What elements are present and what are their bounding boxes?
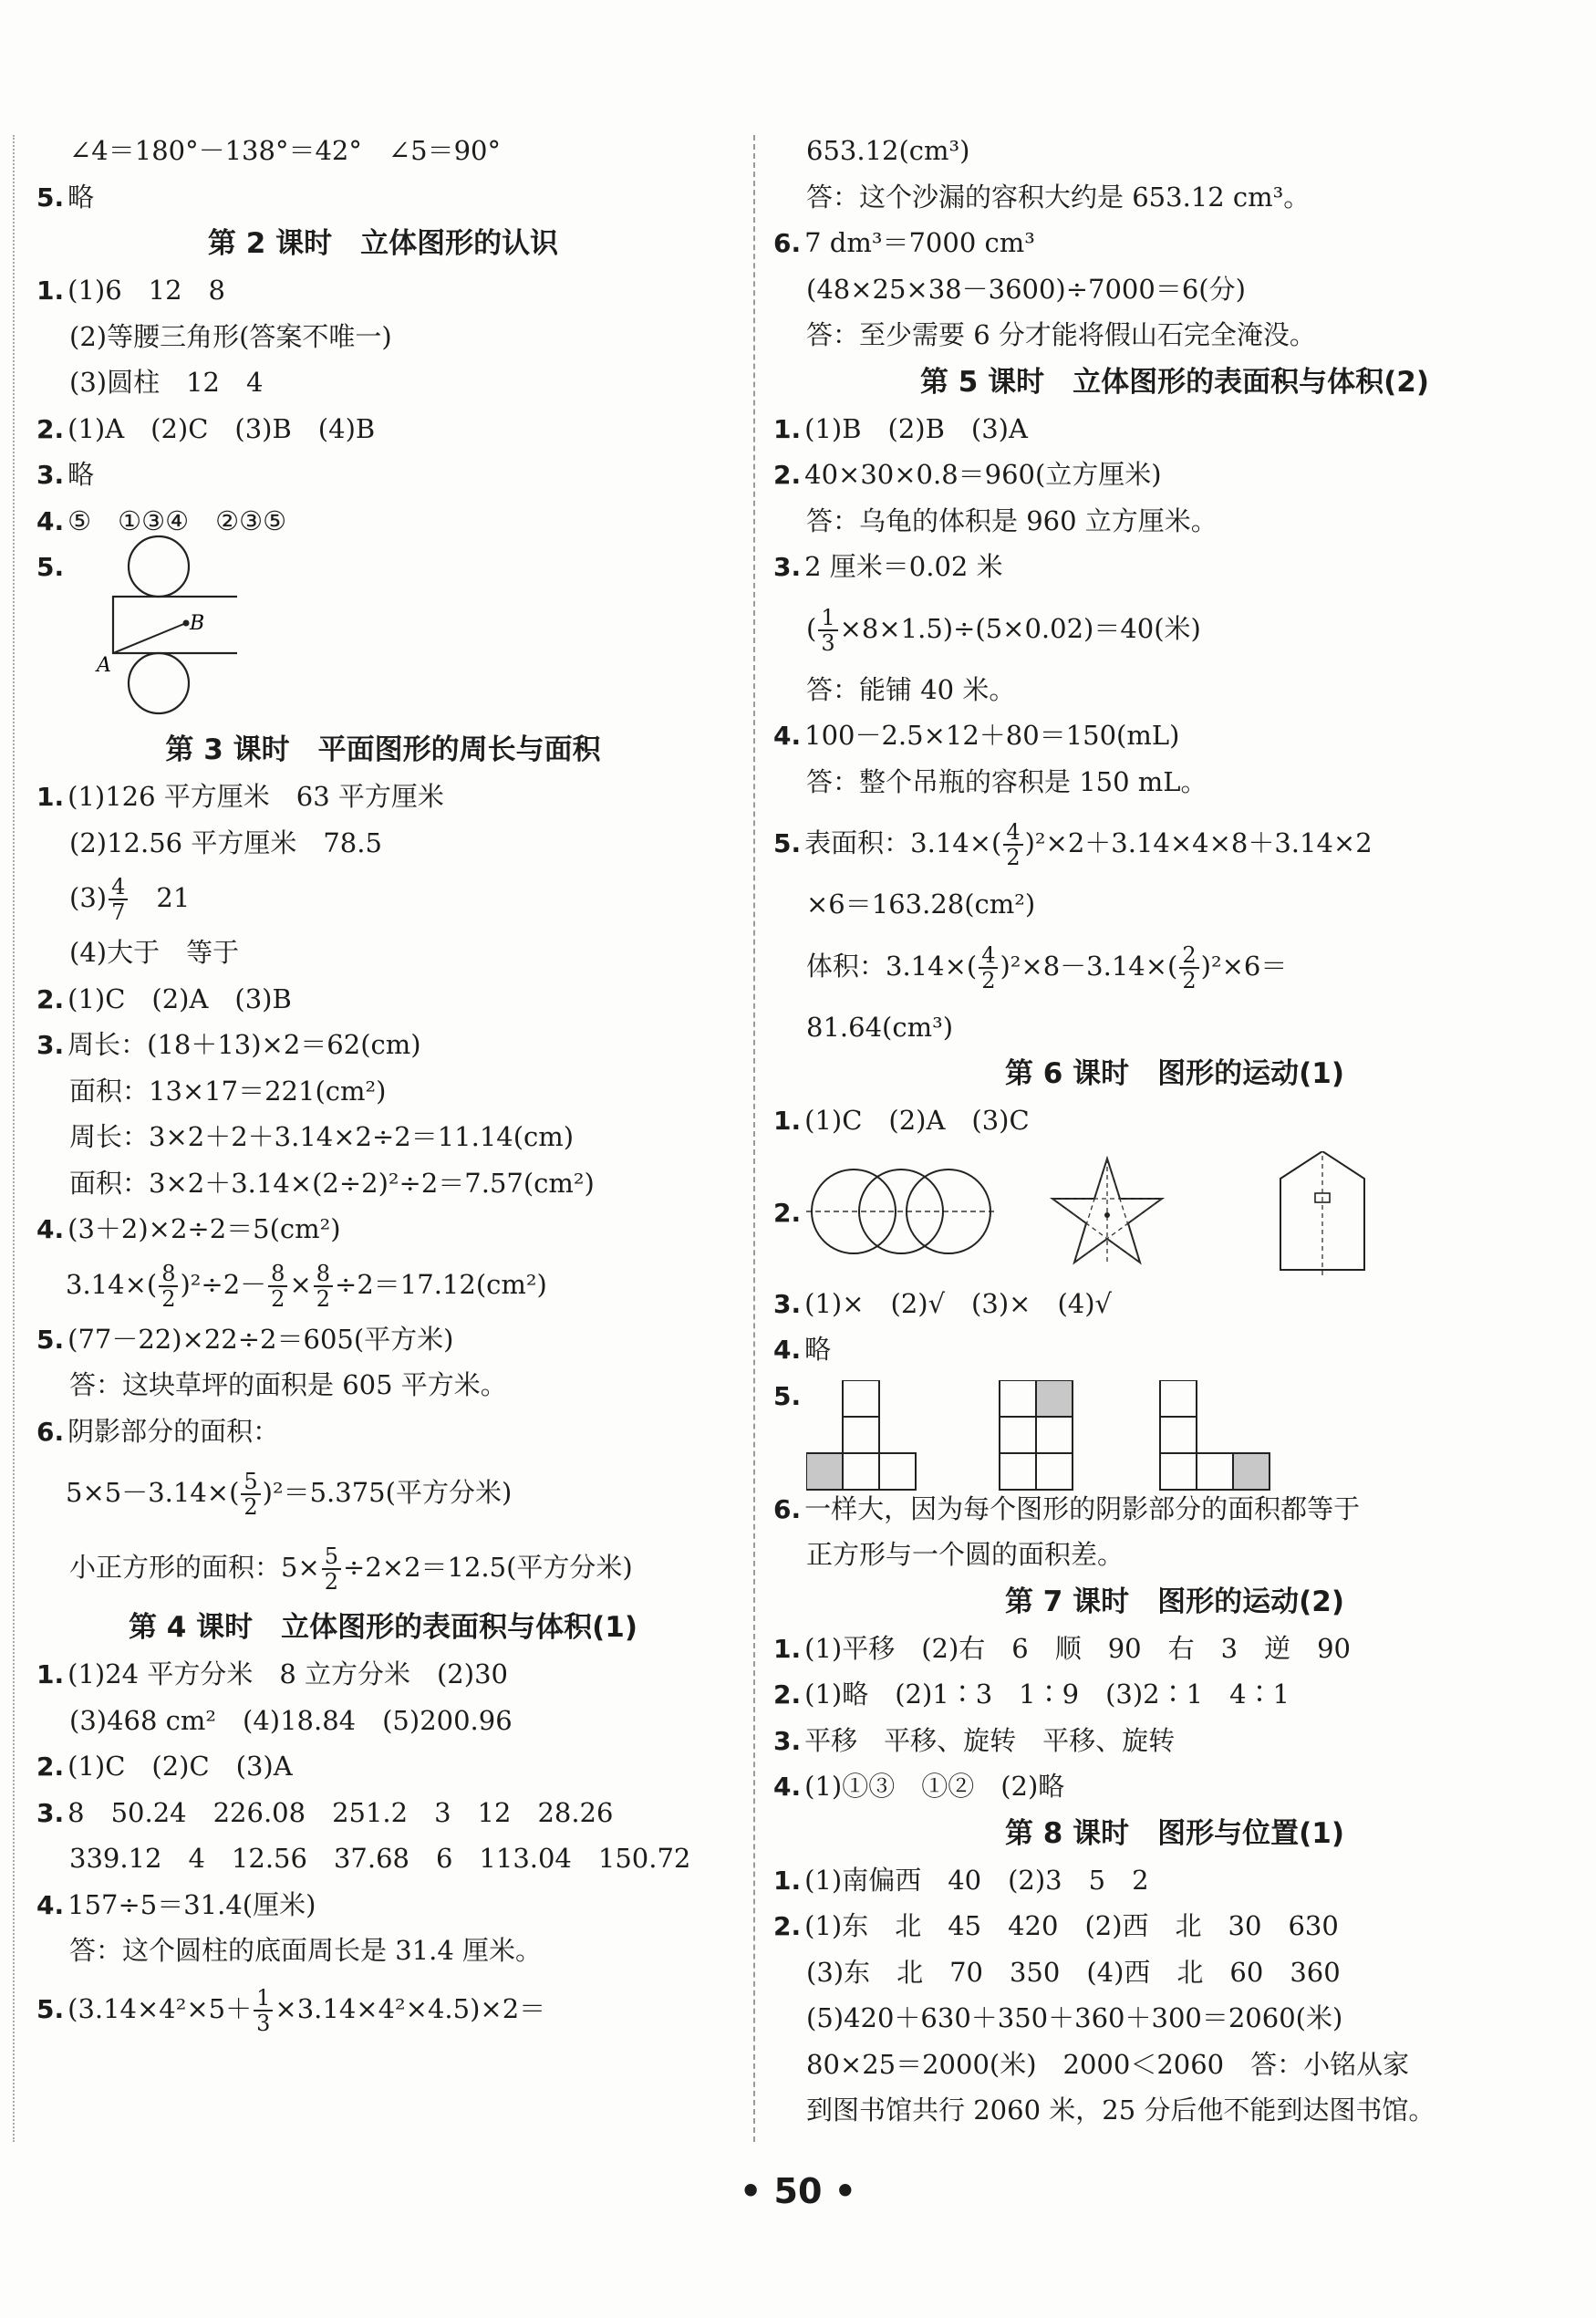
answer-line <box>773 544 1576 590</box>
answer-line <box>36 452 730 498</box>
section-heading: 第 7 课时 图形的运动(2) <box>1004 1585 1345 1618</box>
question-number: 3. <box>773 1288 802 1319</box>
answer-line <box>773 1326 1576 1373</box>
question-number: 4. <box>773 721 802 751</box>
answer-line: 3.14×( $\frac{8}{2}$ )²÷2－ $\frac{8}{2}$ × $\frac{8}{2}$ ÷2＝17.12(cm²) <box>66 1260 547 1312</box>
answer-text: (1)C (2)C (3)A <box>67 1751 293 1782</box>
answer-line-figure <box>773 1373 1576 1486</box>
question-number: 1. <box>773 1633 802 1664</box>
answer-text: 略 <box>804 1334 832 1365</box>
arrangement-3 <box>1160 1380 1270 1490</box>
answer-text: 略 <box>67 181 95 213</box>
question-number: 6. <box>36 1416 65 1447</box>
answer-line <box>36 1022 730 1068</box>
question-number: 5. <box>773 828 802 858</box>
answer-line: 5. (3.14×4²×5＋ $\frac{1}{3}$ ×3.14×4²×4.5)×2＝ <box>36 1984 546 2036</box>
question-number: 5. <box>36 182 65 213</box>
answer-line <box>773 1857 1576 1904</box>
answer-line <box>773 1671 1576 1718</box>
fraction: $\frac{4}{2}$ <box>1003 820 1022 869</box>
cylinder-net-figure <box>73 535 237 726</box>
question-number: 6. <box>773 228 802 258</box>
answer-line: 答：至少需要 6 分才能将假山石完全淹没。 <box>806 319 1316 350</box>
question-number: 6. <box>773 1493 802 1524</box>
answer-line: 5×5－3.14×( $\frac{5}{2}$ )²＝5.375(平方分米) <box>66 1469 513 1520</box>
right-column <box>773 128 1576 2134</box>
question-number: 4. <box>773 1335 802 1365</box>
section-heading: 第 8 课时 图形与位置(1) <box>1004 1816 1345 1850</box>
arrangement-1 <box>806 1380 916 1490</box>
answer-line: 答：整个吊瓶的容积是 150 mL。 <box>806 765 1207 797</box>
question-number: 3. <box>36 1030 65 1060</box>
question-number: 2. <box>773 460 802 490</box>
answer-line: (5)420＋630＋350＋360＋300＝2060(米) <box>806 2002 1343 2033</box>
answer-text: (1)C (2)A (3)C <box>804 1105 1030 1136</box>
question-number: 2. <box>773 1679 802 1710</box>
fraction: $\frac{8}{2}$ <box>159 1262 178 1311</box>
question-number: 2. <box>36 1751 65 1782</box>
answer-line: 81.64(cm³) <box>806 1011 954 1043</box>
answer-line: 答：这块草坪的面积是 605 平方米。 <box>69 1369 507 1400</box>
question-number: 2. <box>36 983 65 1014</box>
question-number: 1. <box>773 1865 802 1896</box>
fraction: $\frac{4}{7}$ <box>109 875 128 924</box>
answer-line <box>36 1743 730 1790</box>
answer-text: 周长：(18＋13)×2＝62(cm) <box>67 1029 421 1060</box>
section-heading: 第 3 课时 平面图形的周长与面积 <box>165 733 601 766</box>
bottom-circle <box>129 653 189 713</box>
top-circle <box>129 536 189 597</box>
fraction: $\frac{8}{2}$ <box>268 1262 287 1311</box>
answer-line: (3)东 北 70 350 (4)西 北 60 360 <box>806 1956 1341 1988</box>
column-divider <box>753 135 755 2142</box>
star-figure <box>1052 1159 1162 1263</box>
answer-text: 7 dm³＝7000 cm³ <box>804 227 1035 258</box>
answer-line <box>773 1718 1576 1764</box>
fraction: $\frac{1}{3}$ <box>254 1986 273 2035</box>
question-number: 3. <box>36 460 65 490</box>
answer-text: (1)A (2)C (3)B (4)B <box>67 412 376 444</box>
answer-line: 体积：3.14×( $\frac{4}{2}$ )²×8－3.14×( $\frac{2}{2}$ )²×6＝ <box>806 941 1288 993</box>
answer-text: (1)24 平方分米 8 立方分米 (2)30 <box>67 1658 508 1689</box>
answer-line <box>773 1486 1576 1533</box>
answer-line: 答：乌龟的体积是 960 立方厘米。 <box>806 504 1218 536</box>
answer-line <box>773 1281 1576 1327</box>
answer-text: (1)东 北 45 420 (2)西 北 30 630 <box>804 1910 1339 1941</box>
answer-text: ⑤ ①③④ ②③⑤ <box>67 504 287 536</box>
answer-line <box>36 1651 730 1698</box>
question-number: 4. <box>36 1214 65 1244</box>
answer-text: (1)× (2)√ (3)× (4)√ <box>804 1287 1112 1319</box>
question-number: 3. <box>773 1725 802 1756</box>
answer-line <box>36 1206 730 1253</box>
answer-text: 40×30×0.8＝960(立方厘米) <box>804 459 1162 490</box>
answer-text: (77－22)×22÷2＝605(平方米) <box>67 1323 454 1355</box>
section-heading: 第 6 课时 图形的运动(1) <box>1004 1057 1345 1090</box>
question-number: 5. <box>773 1380 802 1411</box>
question-number: 5. <box>36 552 65 582</box>
overlapping-circles-figure <box>806 1169 998 1253</box>
question-number: 2. <box>773 1197 802 1228</box>
question-number: 1. <box>773 1106 802 1136</box>
fraction: $\frac{8}{2}$ <box>314 1262 333 1311</box>
point-b <box>183 620 190 627</box>
answer-line <box>36 1882 730 1928</box>
answer-text: 2 厘米＝0.02 米 <box>804 551 1003 582</box>
answer-text: 平移 平移、旋转 平移、旋转 <box>804 1724 1176 1756</box>
question-number: 1. <box>36 1659 65 1689</box>
symmetry-figures <box>806 1151 1390 1279</box>
answer-line: ∠4＝180°－138°＝42° ∠5＝90° <box>69 135 502 166</box>
answer-line: (3)圆柱 12 4 <box>69 367 264 398</box>
question-number: 2. <box>36 413 65 444</box>
answer-line <box>773 1763 1576 1810</box>
answer-line <box>773 1626 1576 1672</box>
answer-text: 100－2.5×12＋80＝150(mL) <box>804 720 1180 751</box>
page-number: • 50 • <box>740 2171 856 2211</box>
answer-line-figure <box>36 544 730 726</box>
question-number: 2. <box>773 1911 802 1941</box>
answer-line: 答：这个圆柱的底面周长是 31.4 厘米。 <box>69 1935 543 1966</box>
answer-text: (1)C (2)A (3)B <box>67 982 292 1014</box>
answer-line: 答：这个沙漏的容积大约是 653.12 cm³。 <box>806 181 1311 213</box>
question-number: 4. <box>36 1889 65 1920</box>
answer-line: 小正方形的面积：5× $\frac{5}{2}$ ÷2×2＝12.5(平方分米) <box>69 1544 633 1595</box>
answer-line: 5. 表面积：3.14×( $\frac{4}{2}$ )²×2＋3.14×4×8＋3.14×2 <box>773 819 1373 870</box>
question-number: 5. <box>36 1993 65 2024</box>
house-figure <box>1280 1151 1364 1275</box>
answer-text: (1)①③ ①② (2)略 <box>804 1771 1065 1802</box>
answer-text: 一样大，因为每个图形的阴影部分的面积都等于 <box>804 1492 1361 1524</box>
square-arrangements-figure <box>806 1380 1317 1493</box>
fraction: $\frac{1}{3}$ <box>818 606 837 655</box>
answer-line <box>773 406 1576 452</box>
question-number: 4. <box>36 505 65 536</box>
left-column <box>36 128 730 2043</box>
question-number: 4. <box>773 1772 802 1802</box>
answer-line: ( $\frac{1}{3}$ ×8×1.5)÷(5×0.02)＝40(米) <box>806 604 1201 656</box>
answer-text: (1)126 平方厘米 63 平方厘米 <box>67 781 444 812</box>
answer-line: 到图书馆共行 2060 米，25 分后他不能到达图书馆。 <box>806 2095 1435 2126</box>
answer-line <box>773 452 1576 498</box>
answer-line <box>36 406 730 452</box>
answer-line: ×6＝163.28(cm²) <box>806 889 1036 920</box>
answer-line: 653.12(cm³) <box>806 135 970 166</box>
answer-line <box>36 774 730 820</box>
fraction: $\frac{5}{2}$ <box>322 1544 341 1594</box>
answer-text: (1)平移 (2)右 6 顺 90 右 3 逆 90 <box>804 1632 1351 1664</box>
question-number: 3. <box>36 1797 65 1828</box>
answer-line <box>36 174 730 221</box>
label-a: A <box>97 654 111 677</box>
answer-line: (4)大于 等于 <box>69 937 240 968</box>
fraction: $\frac{5}{2}$ <box>241 1470 260 1519</box>
answer-text: 略 <box>67 459 95 490</box>
answer-line <box>36 1790 730 1836</box>
answer-line: 339.12 4 12.56 37.68 6 113.04 150.72 <box>69 1843 691 1874</box>
answer-line <box>36 976 730 1023</box>
answer-line: 80×25＝2000(米) 2000＜2060 答：小铭从家 <box>806 2048 1410 2080</box>
question-number: 1. <box>36 275 65 306</box>
margin-line <box>13 135 15 2142</box>
label-b: B <box>190 612 205 635</box>
fraction: $\frac{2}{2}$ <box>1179 943 1198 993</box>
answer-line: 周长：3×2＋2＋3.14×2÷2＝11.14(cm) <box>69 1121 575 1152</box>
answer-text: (1)B (2)B (3)A <box>804 412 1028 444</box>
answer-text: 157÷5＝31.4(厘米) <box>67 1888 316 1920</box>
answer-line <box>36 1408 730 1455</box>
answer-text: 8 50.24 226.08 251.2 3 12 28.26 <box>67 1796 614 1828</box>
answer-text: (1)略 (2)1∶3 1∶9 (3)2∶1 4∶1 <box>804 1679 1290 1710</box>
answer-line: (2)等腰三角形(答案不唯一) <box>69 320 392 352</box>
question-number: 1. <box>36 782 65 812</box>
answer-line: (2)12.56 平方厘米 78.5 <box>69 826 382 858</box>
answer-text: (1)南偏西 40 (2)3 5 2 <box>804 1864 1149 1896</box>
answer-line: (3) $\frac{4}{7}$ 21 <box>69 874 191 925</box>
answer-line <box>773 220 1576 266</box>
answer-line: 面积：3×2＋3.14×(2÷2)²÷2＝7.57(cm²) <box>69 1167 595 1199</box>
section-heading: 第 2 课时 立体图形的认识 <box>207 227 559 260</box>
section-heading: 第 4 课时 立体图形的表面积与体积(1) <box>128 1611 638 1644</box>
path-line <box>113 623 186 653</box>
answer-line-figure <box>773 1144 1576 1281</box>
answer-line <box>773 712 1576 759</box>
question-number: 3. <box>773 552 802 582</box>
answer-line: (3)468 cm² (4)18.84 (5)200.96 <box>69 1704 513 1736</box>
answer-text: (1)6 12 8 <box>67 275 226 306</box>
answer-line: 正方形与一个圆的面积差。 <box>806 1539 1124 1570</box>
answer-line <box>36 267 730 314</box>
answer-line: (48×25×38－3600)÷7000＝6(分) <box>806 273 1246 305</box>
answer-line: 答：能铺 40 米。 <box>806 673 1016 705</box>
answer-line <box>773 1097 1576 1144</box>
question-number: 5. <box>36 1324 65 1355</box>
fraction: $\frac{4}{2}$ <box>979 943 998 993</box>
answer-line <box>773 1903 1576 1949</box>
section-heading: 第 5 课时 立体图形的表面积与体积(2) <box>919 365 1430 399</box>
arrangement-2 <box>1000 1380 1073 1490</box>
question-number: 1. <box>773 413 802 444</box>
answer-line: 面积：13×17＝221(cm²) <box>69 1075 387 1107</box>
answer-line <box>36 1316 730 1363</box>
answer-text: (3＋2)×2÷2＝5(cm²) <box>67 1213 341 1244</box>
answer-text: 阴影部分的面积： <box>67 1415 280 1447</box>
